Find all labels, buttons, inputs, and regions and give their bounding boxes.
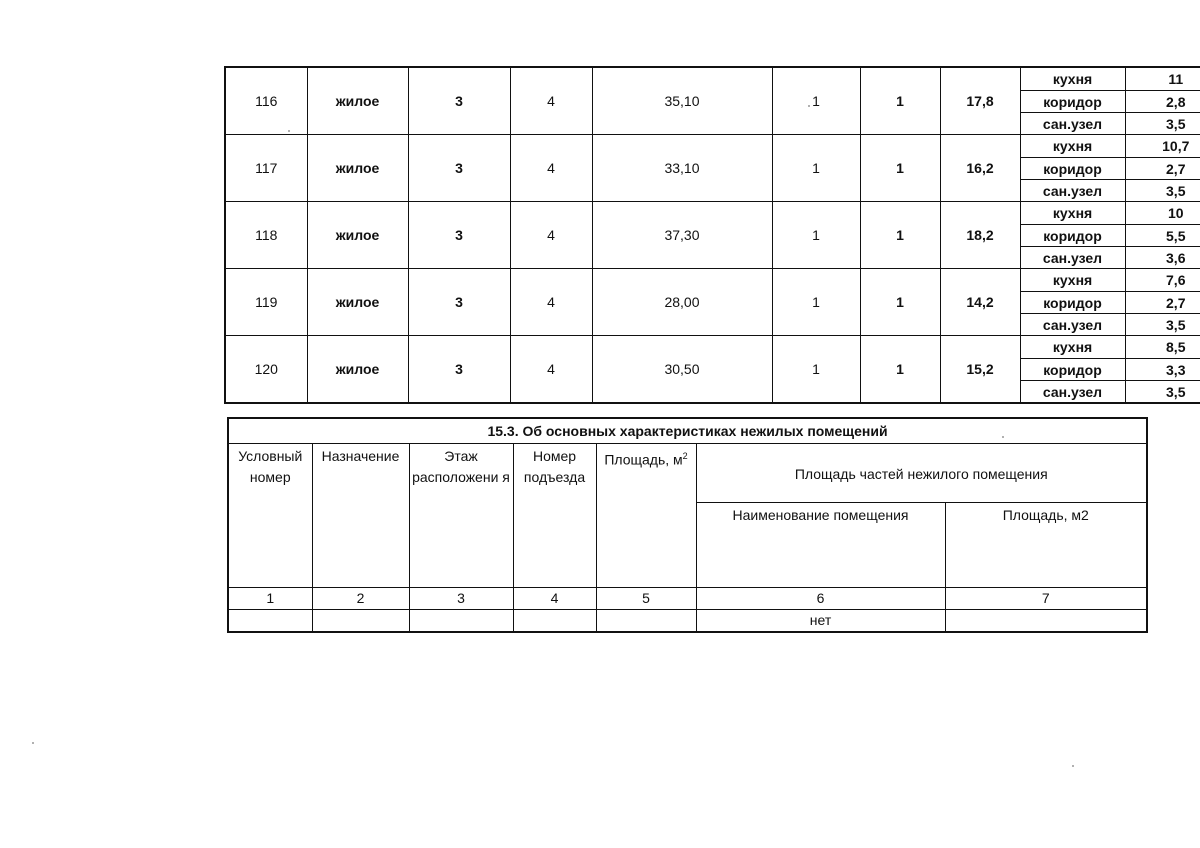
apartment-number: 118 bbox=[225, 202, 307, 269]
table-row bbox=[225, 135, 1200, 158]
header-area-sup: 2 bbox=[682, 451, 688, 461]
column-numbers-row bbox=[228, 588, 1147, 610]
header-entrance: Номер подъезда bbox=[513, 444, 596, 588]
apartment-area: 33,10 bbox=[592, 135, 772, 202]
part-name: коридор bbox=[1020, 292, 1125, 314]
column-number: 6 bbox=[696, 588, 945, 610]
apartment-purpose: жилое bbox=[307, 135, 408, 202]
part-name: коридор bbox=[1020, 91, 1125, 113]
apartment-purpose: жилое bbox=[307, 202, 408, 269]
column-number: 5 bbox=[596, 588, 696, 610]
apartment-entrance: 4 bbox=[510, 336, 592, 404]
part-name: сан.узел bbox=[1020, 381, 1125, 404]
header-part-name: Наименование помещения bbox=[696, 503, 945, 588]
scan-speck bbox=[288, 130, 290, 132]
part-area: 3,3 bbox=[1125, 359, 1200, 381]
column-number: 3 bbox=[409, 588, 513, 610]
part-area: 3,5 bbox=[1125, 113, 1200, 135]
nonresidential-table bbox=[227, 417, 1148, 633]
header-floor: Этаж расположени я bbox=[409, 444, 513, 588]
apartment-living-rooms: 1 bbox=[860, 202, 940, 269]
apartment-area: 35,10 bbox=[592, 67, 772, 135]
apartment-entrance: 4 bbox=[510, 135, 592, 202]
part-area: 11 bbox=[1125, 67, 1200, 91]
apartment-area: 30,50 bbox=[592, 336, 772, 404]
column-number: 7 bbox=[945, 588, 1147, 610]
apartment-entrance: 4 bbox=[510, 269, 592, 336]
table-title-row bbox=[228, 418, 1147, 444]
part-name: коридор bbox=[1020, 225, 1125, 247]
apartment-rooms: 1 bbox=[772, 202, 860, 269]
part-name: сан.узел bbox=[1020, 247, 1125, 269]
part-area: 2,7 bbox=[1125, 292, 1200, 314]
apartment-floor: 3 bbox=[408, 67, 510, 135]
apartment-area: 28,00 bbox=[592, 269, 772, 336]
apartment-number: 119 bbox=[225, 269, 307, 336]
part-name: коридор bbox=[1020, 158, 1125, 180]
header-part-area: Площадь, м2 bbox=[945, 503, 1147, 588]
header-num: Условный номер bbox=[228, 444, 312, 588]
apartment-living-rooms: 1 bbox=[860, 269, 940, 336]
apartment-entrance: 4 bbox=[510, 67, 592, 135]
apartment-floor: 3 bbox=[408, 135, 510, 202]
apartment-rooms: 1 bbox=[772, 67, 860, 135]
section-title: 15.3. Об основных характеристиках нежилых помещений bbox=[228, 418, 1147, 444]
scan-speck bbox=[32, 742, 34, 744]
apartment-rooms: 1 bbox=[772, 135, 860, 202]
apartment-area: 37,30 bbox=[592, 202, 772, 269]
table-row bbox=[225, 67, 1200, 91]
part-name: кухня bbox=[1020, 336, 1125, 359]
part-name: кухня bbox=[1020, 67, 1125, 91]
header-parts: Площадь частей нежилого помещения bbox=[696, 444, 1147, 503]
apartment-floor: 3 bbox=[408, 269, 510, 336]
apartment-rooms: 1 bbox=[772, 336, 860, 404]
part-name: сан.узел bbox=[1020, 180, 1125, 202]
apartment-number: 120 bbox=[225, 336, 307, 404]
apartment-living-area: 15,2 bbox=[940, 336, 1020, 404]
part-name: коридор bbox=[1020, 359, 1125, 381]
part-name: кухня bbox=[1020, 135, 1125, 158]
part-name: сан.узел bbox=[1020, 314, 1125, 336]
part-area: 8,5 bbox=[1125, 336, 1200, 359]
header-purpose: Назначение bbox=[312, 444, 409, 588]
part-area: 3,5 bbox=[1125, 314, 1200, 336]
apartment-living-area: 17,8 bbox=[940, 67, 1020, 135]
part-area: 3,5 bbox=[1125, 180, 1200, 202]
apartments-table bbox=[224, 66, 1200, 404]
apartment-living-rooms: 1 bbox=[860, 336, 940, 404]
part-area: 5,5 bbox=[1125, 225, 1200, 247]
scan-speck bbox=[1072, 765, 1074, 767]
part-area: 10 bbox=[1125, 202, 1200, 225]
table-row bbox=[228, 610, 1147, 633]
apartment-living-rooms: 1 bbox=[860, 135, 940, 202]
apartment-number: 116 bbox=[225, 67, 307, 135]
apartment-purpose: жилое bbox=[307, 336, 408, 404]
apartment-rooms: 1 bbox=[772, 269, 860, 336]
apartment-entrance: 4 bbox=[510, 202, 592, 269]
part-area: 2,7 bbox=[1125, 158, 1200, 180]
empty-value: нет bbox=[696, 610, 945, 633]
scan-speck bbox=[1002, 436, 1004, 438]
apartment-number: 117 bbox=[225, 135, 307, 202]
apartment-living-area: 16,2 bbox=[940, 135, 1020, 202]
part-name: кухня bbox=[1020, 269, 1125, 292]
apartment-purpose: жилое bbox=[307, 269, 408, 336]
table-row bbox=[225, 269, 1200, 292]
apartment-living-area: 14,2 bbox=[940, 269, 1020, 336]
table-row bbox=[225, 336, 1200, 359]
apartment-floor: 3 bbox=[408, 336, 510, 404]
part-area: 7,6 bbox=[1125, 269, 1200, 292]
part-area: 3,6 bbox=[1125, 247, 1200, 269]
column-number: 2 bbox=[312, 588, 409, 610]
column-number: 4 bbox=[513, 588, 596, 610]
table-row bbox=[225, 202, 1200, 225]
part-area: 2,8 bbox=[1125, 91, 1200, 113]
apartment-purpose: жилое bbox=[307, 67, 408, 135]
part-name: сан.узел bbox=[1020, 113, 1125, 135]
apartment-living-rooms: 1 bbox=[860, 67, 940, 135]
part-name: кухня bbox=[1020, 202, 1125, 225]
scan-speck bbox=[808, 105, 810, 107]
apartment-floor: 3 bbox=[408, 202, 510, 269]
header-area bbox=[596, 444, 696, 588]
part-area: 3,5 bbox=[1125, 381, 1200, 404]
apartment-living-area: 18,2 bbox=[940, 202, 1020, 269]
part-area: 10,7 bbox=[1125, 135, 1200, 158]
column-number: 1 bbox=[228, 588, 312, 610]
header-area-label: Площадь, м bbox=[604, 451, 683, 468]
